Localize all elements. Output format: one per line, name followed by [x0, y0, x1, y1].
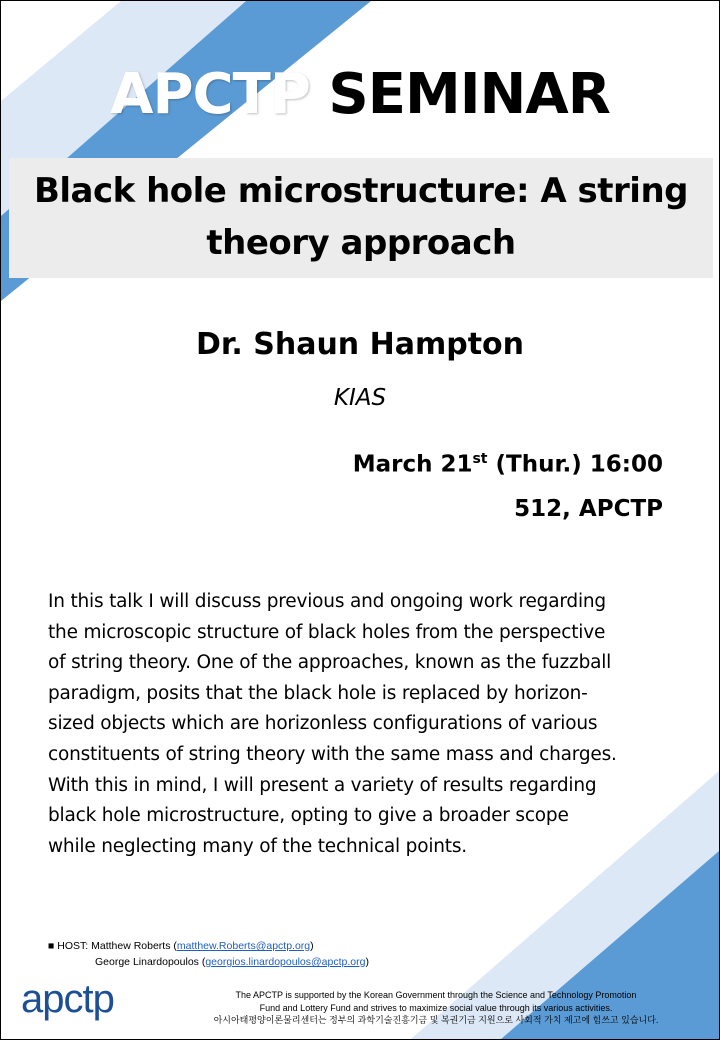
abstract-line: black hole microstructure, opting to give a broader scope: [48, 805, 569, 827]
abstract-line: constituents of string theory with the same mass and charges.: [48, 743, 617, 765]
header-seminar: SEMINAR: [328, 62, 610, 127]
abstract: [48, 587, 688, 862]
apctp-logo: [21, 977, 114, 1022]
host-name-1: Matthew Roberts: [91, 940, 171, 952]
abstract-line: In this talk I will discuss previous and ongoing work regarding: [48, 591, 606, 612]
host-label: ■ HOST:: [48, 940, 92, 952]
host-line-1: ■ HOST: Matthew Roberts (matthew.Roberts@apctp.org): [48, 940, 314, 952]
host-email-1[interactable]: matthew.Roberts@apctp.org: [176, 940, 311, 952]
talk-title: [9, 165, 713, 269]
funding-footer: [171, 989, 701, 1027]
speaker-affiliation: KIAS: [333, 385, 387, 411]
talk-room: 512, APCTP: [514, 496, 663, 522]
host-email-2[interactable]: georgios.linardopoulos@apctp.org: [205, 956, 366, 968]
abstract-line: while neglecting many of the technical points.: [48, 835, 467, 857]
footer-line-1: The APCTP is supported by the Korean Government through the Science and Technology Promotion: [235, 990, 637, 1000]
date-suffix: st: [472, 451, 488, 467]
speaker-name: Dr. Shaun Hampton: [195, 327, 525, 362]
logo-text-a: apc: [21, 977, 83, 1021]
footer-line-2: Fund and Lottery Fund and strives to maximize social value through its various activities.: [259, 1002, 613, 1013]
talk-title-line2: theory approach: [206, 223, 516, 263]
host-info: [48, 938, 369, 970]
abstract-line: the microscopic structure of black holes from the perspective: [48, 621, 606, 643]
logo-text-b: tp: [82, 977, 114, 1021]
abstract-line: paradigm, posits that the black hole is replaced by horizon-: [48, 682, 588, 704]
host-name-2: George Linardopoulos: [95, 956, 199, 968]
seminar-header: [1, 59, 719, 131]
date-main: March 21: [352, 451, 473, 478]
date-time: (Thur.) 16:00: [487, 451, 663, 478]
abstract-line: With this in mind, I will present a variety of results regarding: [48, 774, 597, 796]
talk-title-line1: Black hole microstructure: A string: [33, 171, 689, 211]
header-apctp: APCTP: [110, 62, 310, 127]
abstract-line: of string theory. One of the approaches, known as the fuzzball: [48, 652, 612, 674]
host-line-2: George Linardopoulos (georgios.linardopoulos@apctp.org): [95, 956, 369, 968]
talk-datetime: [353, 451, 663, 478]
footer-line-3: 아시아태평양이론물리센터는 정부의 과학기술진흥기금 및 복권기금 지원으로 사회적 가치 제고에 힘쓰고 있습니다.: [213, 1015, 659, 1025]
abstract-line: sized objects which are horizonless configurations of various: [48, 713, 598, 735]
